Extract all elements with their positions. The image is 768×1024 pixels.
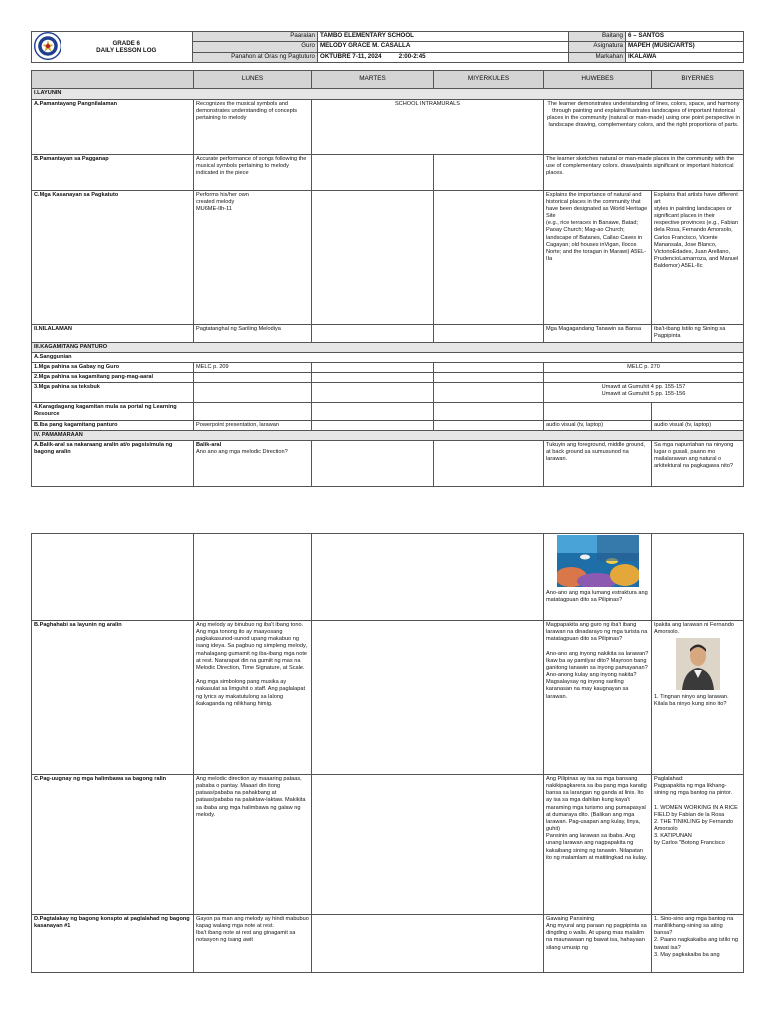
cell-b-lunes: Accurate performance of songs following the musical symbols pertaining to melody indicated in the piece xyxy=(194,154,312,190)
section-kagamitan: III.KAGAMITANG PANTURO xyxy=(32,342,744,352)
page-two xyxy=(31,533,743,973)
row-label-nilalaman: II.NILALAMAN xyxy=(32,324,194,342)
row-label-pangnilalaman: A.Pamantayang Pangnilalaman xyxy=(32,99,194,154)
cell-pc-huwebes: Ang Pilipinas ay isa sa mga bansang nakikipagkarera sa iba pang mga karatig bansa sa larangan ng ganda at linis. Ito ay isa sa mga dahilan kung kaya't maraming mga turismo ang pumapasyal at dumaraya dito. (Balikan ang mga larawan. Pag-usapan ang kulay, linya, guhit) Pansinin ang larawan sa ibaba. Ang unang larawan ang nagpapakita ng kakaibang sining ng tanawin. Nilapatan ito ng malamlam at matitingkad na kulay. xyxy=(544,775,652,915)
cell-r3-book-2: Umawit at Gumuhit 5 pp. 155-156 xyxy=(601,391,686,398)
cell-pb-huwebes: Magpapakita ang guro ng iba't ibang larawan na dinadarayo ng mga turista na matatagpuan dito sa Pilipinas? Ano-ano ang inyong nakikita sa larawan? Ikaw ba ay pamilyar dito? Mayroon bang ganitong tanawin sa inyong pamayanan? Ano-anong kulay ang inyong nakita? Magsalaysay ng inyong sariling karanasan na may kaugnayan sa larawan. xyxy=(544,621,652,775)
cell-a-lunes: Recognizes the musical symbols and demonstrates understanding of concepts pertaining to melody xyxy=(194,99,312,154)
cell-r3-book-1: Umawit at Gumuhit 4 pp. 155-157 xyxy=(601,384,686,391)
cell-school-intramurals: SCHOOL INTRAMURALS xyxy=(312,99,544,154)
cell-pa-lunes-title: Balik-aral xyxy=(196,441,222,448)
row-label-balik-aral: A.Balik-aral sa nakaraang aralin at/o pagsisimula ng bagong aralin xyxy=(32,440,194,486)
cell-c-huwebes: Explains the importance of natural and historical places in the community that have been designated as World Heritage Site (e.g., rice terraces in Banawe, Batad; Paoay Church; Mag-ao Church; landscape of Batanes, Callao Caves in Cagayan; old houses inVigan, Ilocos Norte; and the toragan in Marawi) A5EL-IIa xyxy=(544,190,652,324)
school-label: Paaralan xyxy=(193,32,318,42)
section-sanggunian: A.Sanggunian xyxy=(32,352,744,362)
day-header-huwebes: HUWEBES xyxy=(544,71,652,89)
cell-pa-lunes: Ano ano ang mga melodic Direction? xyxy=(196,449,288,455)
teacher-label: Guro xyxy=(193,42,318,52)
quarter-value: IKALAWA xyxy=(626,52,744,63)
cell-r1-lunes: MELC p. 209 xyxy=(194,362,312,372)
day-header-miyerkules: MIYERKULES xyxy=(434,71,544,89)
subject-label: Asignatura xyxy=(569,42,626,52)
row-label-paghahabi: B.Paghahabi sa layunin ng aralin xyxy=(32,621,194,775)
cell-r1-huwebes-biyernes: MELC p. 270 xyxy=(544,362,744,372)
cell-pb-biyernes-bottom: 1. Tingnan ninyo ang larawan. Kilala ba ninyo kung sino ito? xyxy=(654,694,729,708)
header-table xyxy=(31,31,744,63)
row-label-pang-mag-aaral: 2.Mga pahina sa kagamitang pang-mag-aaral xyxy=(32,373,194,383)
section-layunin: I.LAYUNIN xyxy=(32,89,744,99)
cell-pa-huwebes: Tukuyin ang foreground, middle ground, at back ground sa sumusunod na larawan. xyxy=(544,440,652,486)
schedule-label: Panahon at Oras ng Pagtuturo xyxy=(193,52,318,63)
cell-ii-biyernes: Iba't-ibang Istilo ng Sining sa Pagpipinta xyxy=(652,324,744,342)
cell-pc-biyernes: Paglalahad: Pagpapakita ng mga likhang-sining ng mga bantog na pintor. 1. WOMEN WORKING IN A RICE FIELD by Fabian de la Rosa 2. THE TINIKLING by Fernando Amorsolo 3. KATIPUNAN by Carlos "Botong Francisco xyxy=(652,775,744,915)
subject-value: MAPEH (MUSIC/ARTS) xyxy=(626,42,744,52)
day-header-lunes: LUNES xyxy=(194,71,312,89)
cell-b-huwebes-biyernes: The learner sketches natural or man-made places in the community with the use of complementary colors. draws/paints significant or important historical places. xyxy=(544,154,744,190)
teacher-value: MELODY GRACE M. CASALLA xyxy=(318,42,569,52)
cell-pb-lunes: Ang melody ay binubuo ng iba't ibang tono. Ang mga tonong ito ay maayosang pagkakasunod-sunod upang makabuo ng isang ideya. Sa pagbuo ng simpleng melody, mahalagang gumamit ng iba-ibang mga note at rest. Nararapat din na gumiit ng mas na Melodic Direction, Time Signature, at Scale. Ang mga simbolong pang musika ay nakasulat sa limguhit o staff. Ang paglalapat ng lyrics ay makatutulong sa lalong ikakaganda ng nilikhang himig. xyxy=(194,621,312,775)
section-pamamaraan: IV. PAMAMARAAN xyxy=(32,430,744,440)
grade-level-label: Baitang xyxy=(569,32,626,42)
lesson-table-continued xyxy=(31,533,744,973)
row-label-pag-uugnay: C.Pag-uugnay ng mga halimbawa sa bagong ralin xyxy=(32,775,194,915)
cell-p2-huwebes-question: Ano-ano ang mga lumang estraktura ang matatagpuan dito sa Pilipinas? xyxy=(546,590,648,604)
row-label-iba-pang: B.Iba pang kagamitang panturo xyxy=(32,420,194,430)
day-header-biyernes: BIYERNES xyxy=(652,71,744,89)
cell-pa-biyernes: Sa mga napuntahan na ninyong lugar o gusali, paano mo mailalarawan ang natural o arkitektural na pagkagawa nito? xyxy=(652,440,744,486)
row-label-kasanayan: C.Mga Kasanayan sa Pagkatuto xyxy=(32,190,194,324)
school-value: TAMBO ELEMENTARY SCHOOL xyxy=(318,32,569,42)
cell-c-lunes: Performs his/her own created melody MU6ME-IIh-11 xyxy=(194,190,312,324)
day-header-martes: MARTES xyxy=(312,71,434,89)
grade-level-value: 6 – SANTOS xyxy=(626,32,744,42)
amorsolo-portrait-photo xyxy=(676,638,720,690)
cell-rb-biyernes: audio visual (tv, laptop) xyxy=(652,420,744,430)
cell-pb-biyernes-top: Ipakita ang larawan ni Fernando Amorsolo. xyxy=(654,622,734,636)
cell-rb-lunes: Powerpoint presentation, larawan xyxy=(194,420,312,430)
cell-pd-biyernes: 1. Sino-sino ang mga bantog na manlilikhang-sining sa ating bansa? 2. Paano nagkakaiba ang istilo ng bawat isa? 3. May pagkakaiba ba ang xyxy=(652,915,744,973)
grade-label: GRADE 6 xyxy=(112,39,140,47)
page-one xyxy=(31,31,743,487)
lesson-table xyxy=(31,70,744,486)
row-label-gabay: 1.Mga pahina sa Gabay ng Guro xyxy=(32,362,194,372)
cell-ii-huwebes: Mga Magagandang Tanawin sa Bansa xyxy=(544,324,652,342)
schedule-value: OKTUBRE 7-11, 2024 2:00-2:45 xyxy=(318,52,569,63)
cell-pd-lunes: Gayon pa man ang melody ay hindi mabubuo kapag walang mga note at rest. Iba't ibang note at rest ang ginagamit sa notasyon ng isang awit xyxy=(194,915,312,973)
deped-seal-cell xyxy=(32,32,61,63)
row-label-pagtalakay: D.Pagtalakay ng bagong konspto at paglalahad ng bagong kasanayan #1 xyxy=(32,915,194,973)
cell-rb-huwebes: audio visual (tv, laptop) xyxy=(544,420,652,430)
row-label-pagganap: B.Pamantayan sa Pagganap xyxy=(32,154,194,190)
cell-a-huwebes-biyernes: The learner demonstrates understanding of lines, colors, space, and harmony through painting and explains/illustrates landscapes of important historical places in the community (natural or man-made) using one point perspective in landscape drawing, complementary colors, and the right proportions of parts. xyxy=(544,99,744,154)
cell-pc-lunes: Ang melodic direction ay maaaring pataas, pababa o pantay. Maaari din itong pataas/pababa na pahakbang at pataas/pababa na palaktaw-laktaw. Makikita sa ibaba ang mga halimbawa ng galaw ng melody. xyxy=(194,775,312,915)
deped-seal-icon xyxy=(34,32,61,60)
log-title: DAILY LESSON LOG xyxy=(96,47,157,55)
cell-ii-lunes: Pagtatanghal ng Sariling Melodiya xyxy=(194,324,312,342)
day-header-blank xyxy=(32,71,194,89)
row-label-portal: 4.Karagdagang kagamitan mula sa portal ng Learning Resource xyxy=(32,403,194,420)
row-label-teksbuk: 3.Mga pahina sa teksbuk xyxy=(32,383,194,403)
coral-reef-photo xyxy=(557,535,639,587)
quarter-label: Markahan xyxy=(569,52,626,63)
cell-c-biyernes: Explains that artists have different art styles in painting landscapes or significant places in their respective provinces (e.g., Fabian dela Rosa, Fernando Amorsolo, Carlos Francisco, Vicente Manansala, Jose Blanco, VictorioEdades, Juan Arellano, PrudencioLamarroza, and Manuel Baldemor) A5EL-IIc xyxy=(652,190,744,324)
cell-pd-huwebes: Gawaing Pansining Ang myural ang paraan ng pagpipinta sa dingding o walls. At upang mas malalim na maunawaan ng bawat isa, hahayaan silang umusip ng xyxy=(544,915,652,973)
